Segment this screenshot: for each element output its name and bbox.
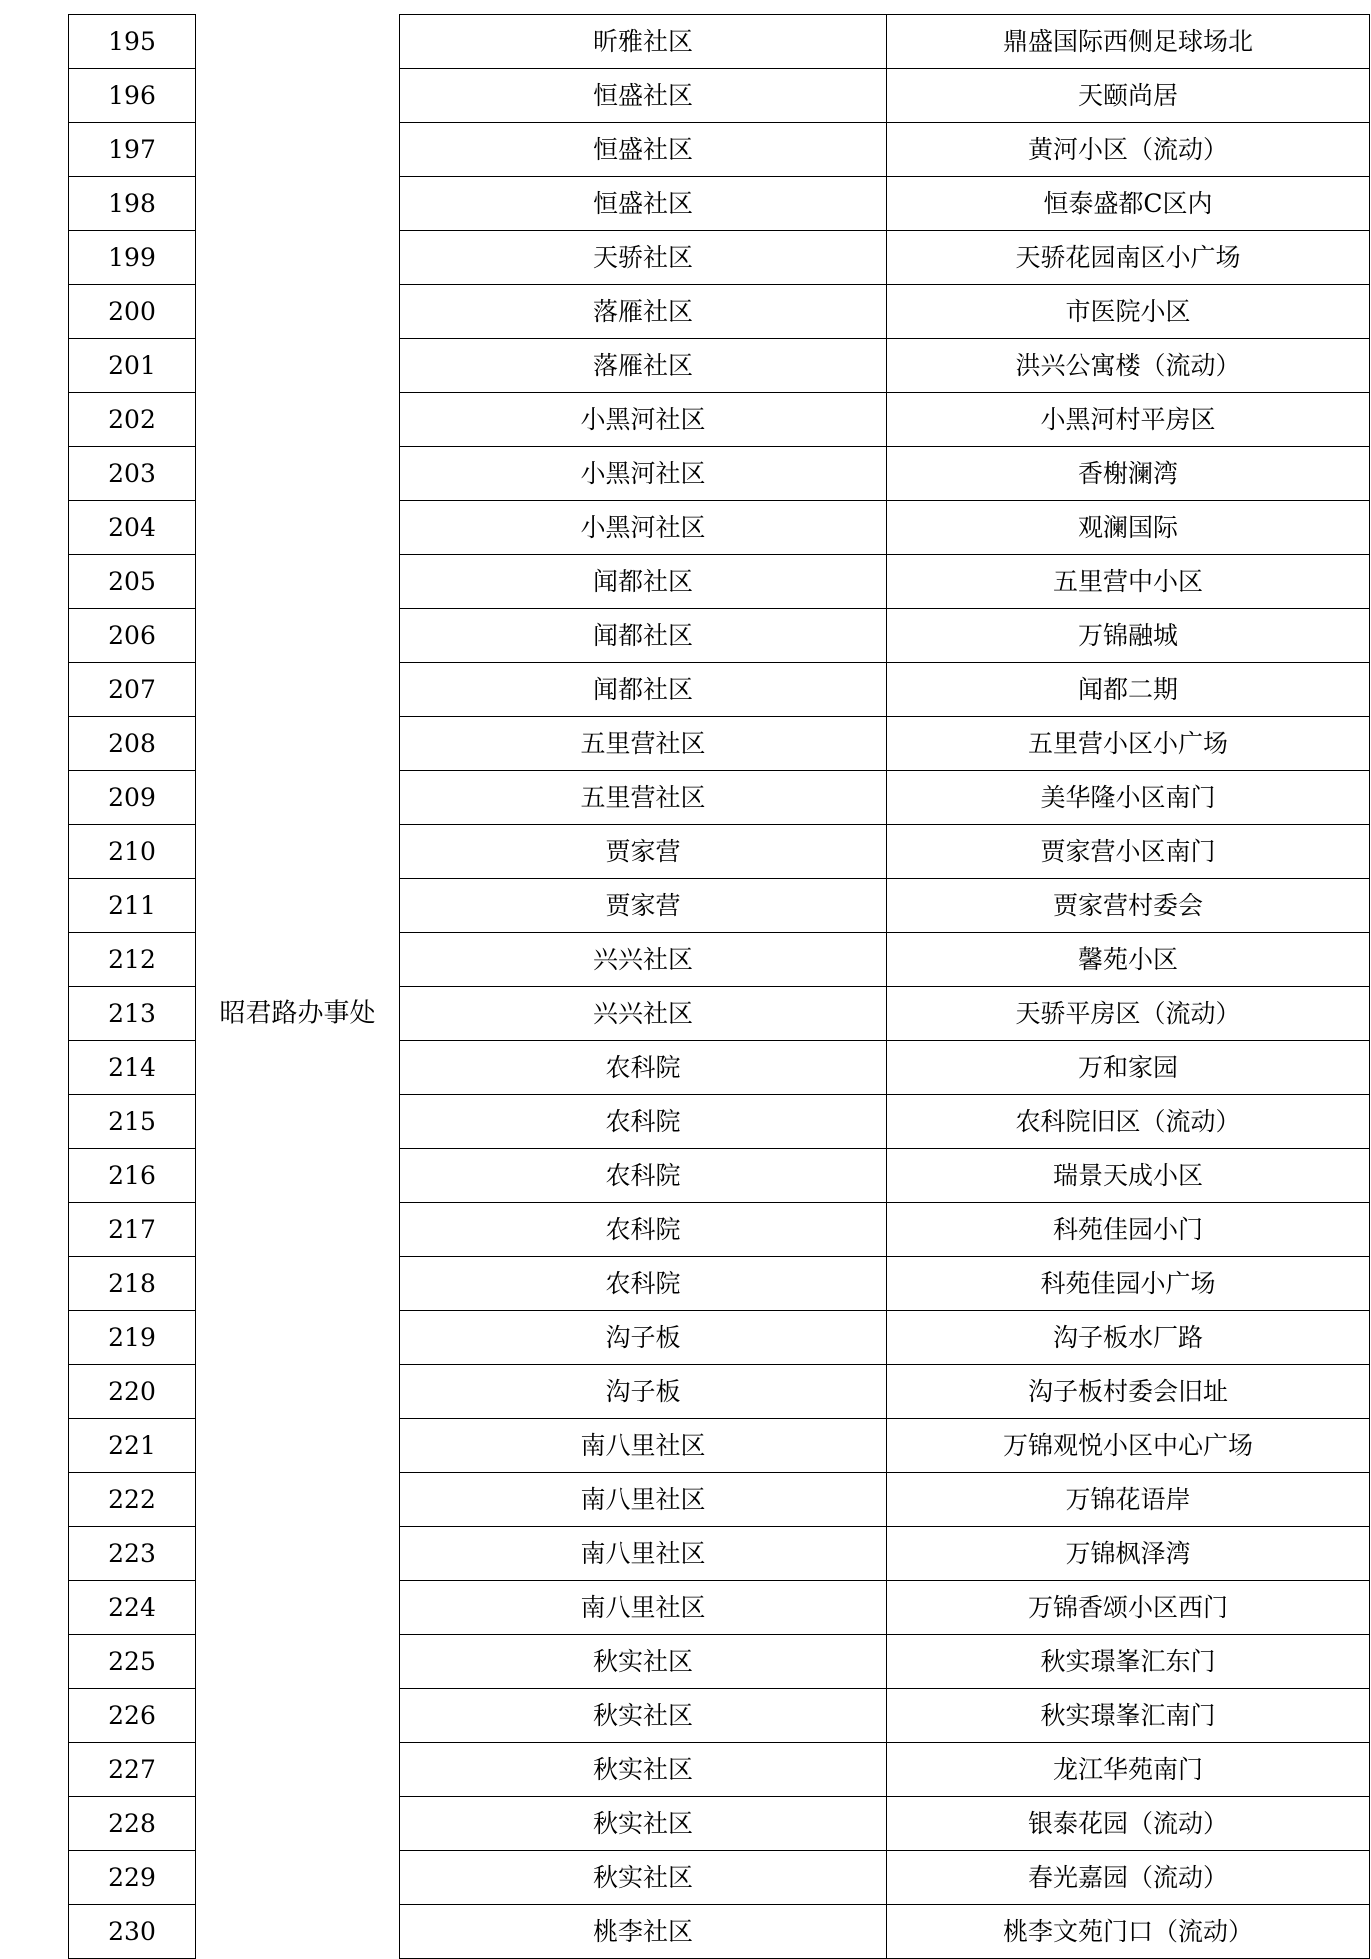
location-cell: 秋实璟峯汇南门 — [887, 1689, 1370, 1743]
office-cell — [196, 1797, 400, 1851]
row-index-cell: 215 — [69, 1095, 196, 1149]
community-cell: 南八里社区 — [400, 1527, 887, 1581]
row-index-cell: 203 — [69, 447, 196, 501]
table-row — [69, 69, 1370, 123]
community-cell: 秋实社区 — [400, 1851, 887, 1905]
table-row — [69, 1797, 1370, 1851]
row-index-cell: 196 — [69, 69, 196, 123]
office-cell — [196, 771, 400, 825]
community-cell: 五里营社区 — [400, 771, 887, 825]
table-row — [69, 1149, 1370, 1203]
office-cell — [196, 879, 400, 933]
location-cell: 万锦观悦小区中心广场 — [887, 1419, 1370, 1473]
office-cell — [196, 1581, 400, 1635]
row-index-cell: 209 — [69, 771, 196, 825]
community-cell: 沟子板 — [400, 1365, 887, 1419]
row-index-cell: 224 — [69, 1581, 196, 1635]
location-cell: 桃李文苑门口（流动） — [887, 1905, 1370, 1959]
community-cell: 秋实社区 — [400, 1743, 887, 1797]
community-cell: 农科院 — [400, 1257, 887, 1311]
table-row — [69, 1311, 1370, 1365]
office-cell — [196, 285, 400, 339]
location-cell: 市医院小区 — [887, 285, 1370, 339]
office-cell — [196, 1257, 400, 1311]
office-cell — [196, 987, 400, 1041]
office-cell — [196, 231, 400, 285]
location-cell: 天颐尚居 — [887, 69, 1370, 123]
table-row — [69, 663, 1370, 717]
row-index-cell: 220 — [69, 1365, 196, 1419]
row-index-cell: 198 — [69, 177, 196, 231]
table-row — [69, 879, 1370, 933]
row-index-cell: 210 — [69, 825, 196, 879]
location-cell: 鼎盛国际西侧足球场北 — [887, 15, 1370, 69]
table-row — [69, 285, 1370, 339]
office-cell — [196, 1041, 400, 1095]
office-cell — [196, 1689, 400, 1743]
row-index-cell: 217 — [69, 1203, 196, 1257]
office-cell — [196, 1905, 400, 1959]
row-index-cell: 226 — [69, 1689, 196, 1743]
table-row — [69, 177, 1370, 231]
row-index-cell: 206 — [69, 609, 196, 663]
office-cell — [196, 447, 400, 501]
location-cell: 贾家营村委会 — [887, 879, 1370, 933]
community-cell: 南八里社区 — [400, 1473, 887, 1527]
row-index-cell: 205 — [69, 555, 196, 609]
community-cell: 桃李社区 — [400, 1905, 887, 1959]
row-index-cell: 228 — [69, 1797, 196, 1851]
table-row — [69, 1257, 1370, 1311]
table-row — [69, 1041, 1370, 1095]
location-cell: 科苑佳园小广场 — [887, 1257, 1370, 1311]
row-index-cell: 227 — [69, 1743, 196, 1797]
location-cell: 馨苑小区 — [887, 933, 1370, 987]
community-cell: 落雁社区 — [400, 285, 887, 339]
office-cell — [196, 393, 400, 447]
location-cell: 万锦融城 — [887, 609, 1370, 663]
location-cell: 五里营小区小广场 — [887, 717, 1370, 771]
table-row — [69, 771, 1370, 825]
community-cell: 农科院 — [400, 1095, 887, 1149]
office-cell — [196, 1473, 400, 1527]
office-cell — [196, 1095, 400, 1149]
community-cell: 贾家营 — [400, 825, 887, 879]
table-row — [69, 1689, 1370, 1743]
location-cell: 万和家园 — [887, 1041, 1370, 1095]
row-index-cell: 222 — [69, 1473, 196, 1527]
community-cell: 闻都社区 — [400, 663, 887, 717]
table-row — [69, 933, 1370, 987]
location-cell: 洪兴公寓楼（流动） — [887, 339, 1370, 393]
location-cell: 沟子板水厂路 — [887, 1311, 1370, 1365]
office-label: 昭君路办事处 — [219, 998, 376, 1029]
row-index-cell: 202 — [69, 393, 196, 447]
table-row — [69, 1581, 1370, 1635]
community-cell: 秋实社区 — [400, 1689, 887, 1743]
table-row — [69, 609, 1370, 663]
office-cell — [196, 1635, 400, 1689]
office-cell — [196, 15, 400, 69]
table-row — [69, 123, 1370, 177]
location-cell: 沟子板村委会旧址 — [887, 1365, 1370, 1419]
row-index-cell: 212 — [69, 933, 196, 987]
table-row — [69, 1203, 1370, 1257]
community-cell: 昕雅社区 — [400, 15, 887, 69]
location-cell: 五里营中小区 — [887, 555, 1370, 609]
row-index-cell: 221 — [69, 1419, 196, 1473]
table-row — [69, 1905, 1370, 1959]
location-cell: 科苑佳园小门 — [887, 1203, 1370, 1257]
location-cell: 天骄花园南区小广场 — [887, 231, 1370, 285]
community-cell: 南八里社区 — [400, 1581, 887, 1635]
location-cell: 贾家营小区南门 — [887, 825, 1370, 879]
office-cell — [196, 933, 400, 987]
row-index-cell: 216 — [69, 1149, 196, 1203]
office-cell — [196, 123, 400, 177]
office-cell — [196, 825, 400, 879]
location-cell: 银泰花园（流动） — [887, 1797, 1370, 1851]
office-cell — [196, 1743, 400, 1797]
community-cell: 秋实社区 — [400, 1797, 887, 1851]
table-row — [69, 825, 1370, 879]
location-cell: 春光嘉园（流动） — [887, 1851, 1370, 1905]
row-index-cell: 197 — [69, 123, 196, 177]
community-cell: 恒盛社区 — [400, 69, 887, 123]
location-cell: 观澜国际 — [887, 501, 1370, 555]
community-cell: 小黑河社区 — [400, 501, 887, 555]
row-index-cell: 199 — [69, 231, 196, 285]
location-cell: 万锦花语岸 — [887, 1473, 1370, 1527]
community-cell: 秋实社区 — [400, 1635, 887, 1689]
location-cell: 龙江华苑南门 — [887, 1743, 1370, 1797]
location-cell: 恒泰盛都C区内 — [887, 177, 1370, 231]
office-cell — [196, 1365, 400, 1419]
table-row — [69, 717, 1370, 771]
row-index-cell: 214 — [69, 1041, 196, 1095]
row-index-cell: 208 — [69, 717, 196, 771]
office-cell — [196, 1527, 400, 1581]
row-index-cell: 213 — [69, 987, 196, 1041]
table-row — [69, 339, 1370, 393]
community-cell: 小黑河社区 — [400, 393, 887, 447]
table-row — [69, 447, 1370, 501]
location-cell: 美华隆小区南门 — [887, 771, 1370, 825]
office-cell — [196, 1419, 400, 1473]
location-cell: 万锦枫泽湾 — [887, 1527, 1370, 1581]
row-index-cell: 218 — [69, 1257, 196, 1311]
table-row — [69, 231, 1370, 285]
row-index-cell: 195 — [69, 15, 196, 69]
office-cell — [196, 1851, 400, 1905]
community-cell: 小黑河社区 — [400, 447, 887, 501]
office-cell — [196, 1149, 400, 1203]
row-index-cell: 204 — [69, 501, 196, 555]
table-row — [69, 1419, 1370, 1473]
office-cell — [196, 609, 400, 663]
row-index-cell: 223 — [69, 1527, 196, 1581]
row-index-cell: 225 — [69, 1635, 196, 1689]
table-row — [69, 501, 1370, 555]
office-cell — [196, 501, 400, 555]
community-cell: 恒盛社区 — [400, 177, 887, 231]
office-cell — [196, 555, 400, 609]
community-cell: 兴兴社区 — [400, 933, 887, 987]
office-cell — [196, 69, 400, 123]
table-row — [69, 1527, 1370, 1581]
table-row — [69, 555, 1370, 609]
location-cell: 瑞景天成小区 — [887, 1149, 1370, 1203]
office-cell — [196, 717, 400, 771]
table-row — [69, 393, 1370, 447]
table-row — [69, 15, 1370, 69]
community-cell: 恒盛社区 — [400, 123, 887, 177]
office-cell — [196, 339, 400, 393]
office-cell — [196, 663, 400, 717]
community-cell: 天骄社区 — [400, 231, 887, 285]
community-cell: 闻都社区 — [400, 609, 887, 663]
location-cell: 小黑河村平房区 — [887, 393, 1370, 447]
table-row — [69, 1851, 1370, 1905]
location-cell: 香榭澜湾 — [887, 447, 1370, 501]
community-cell: 南八里社区 — [400, 1419, 887, 1473]
locations-table — [68, 14, 1370, 1959]
row-index-cell: 230 — [69, 1905, 196, 1959]
location-cell: 万锦香颂小区西门 — [887, 1581, 1370, 1635]
location-cell: 闻都二期 — [887, 663, 1370, 717]
row-index-cell: 200 — [69, 285, 196, 339]
community-cell: 农科院 — [400, 1203, 887, 1257]
community-cell: 农科院 — [400, 1041, 887, 1095]
community-cell: 沟子板 — [400, 1311, 887, 1365]
row-index-cell: 201 — [69, 339, 196, 393]
community-cell: 落雁社区 — [400, 339, 887, 393]
table-row — [69, 987, 1370, 1041]
table-row — [69, 1095, 1370, 1149]
office-cell — [196, 1311, 400, 1365]
table-body — [69, 15, 1370, 1959]
office-cell — [196, 1203, 400, 1257]
location-cell: 黄河小区（流动） — [887, 123, 1370, 177]
location-cell: 农科院旧区（流动） — [887, 1095, 1370, 1149]
table-row — [69, 1365, 1370, 1419]
row-index-cell: 219 — [69, 1311, 196, 1365]
community-cell: 农科院 — [400, 1149, 887, 1203]
table-row — [69, 1473, 1370, 1527]
community-cell: 闻都社区 — [400, 555, 887, 609]
location-cell: 秋实璟峯汇东门 — [887, 1635, 1370, 1689]
community-cell: 贾家营 — [400, 879, 887, 933]
row-index-cell: 207 — [69, 663, 196, 717]
table-row — [69, 1635, 1370, 1689]
table-row — [69, 1743, 1370, 1797]
row-index-cell: 229 — [69, 1851, 196, 1905]
office-cell — [196, 177, 400, 231]
row-index-cell: 211 — [69, 879, 196, 933]
location-cell: 天骄平房区（流动） — [887, 987, 1370, 1041]
community-cell: 兴兴社区 — [400, 987, 887, 1041]
community-cell: 五里营社区 — [400, 717, 887, 771]
